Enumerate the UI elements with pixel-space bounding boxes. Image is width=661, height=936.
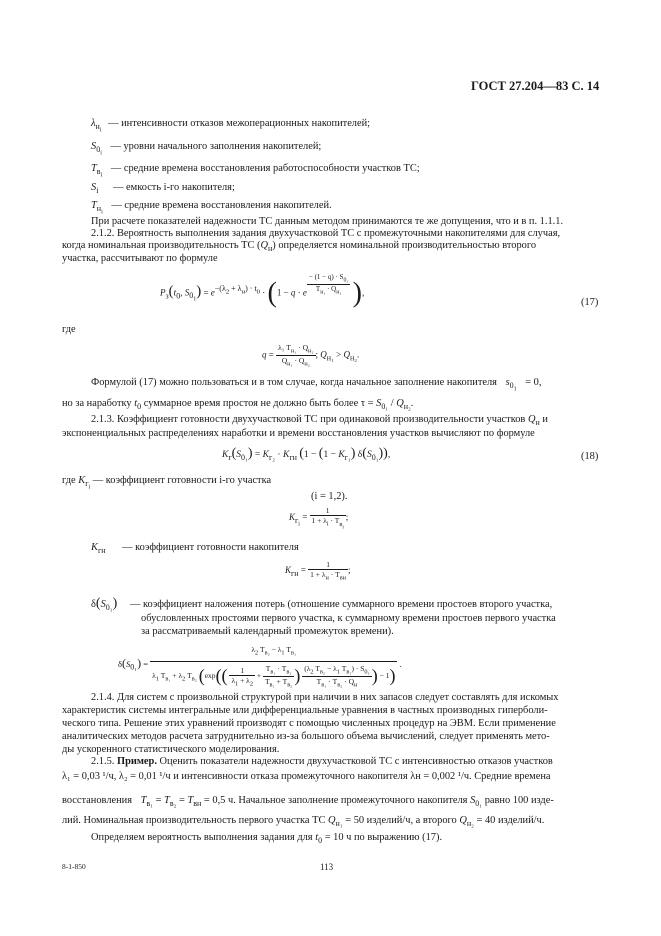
def-si: $S_i$ — емкость i-го накопителя; <box>91 182 235 196</box>
kgn-definition: $K_{гн}$ — коэффициент готовности накопителя <box>91 542 299 556</box>
def-tn: $T_{н_i}$ — средние времена восстановления накопителей. <box>91 200 332 216</box>
para-215-line4: лий. Номинальная производительность первого участка ТС $Q_{н_1} = 50$ изделий/ч, а второго $Q_{н_2} = 40$ изделий/ч. <box>62 815 545 829</box>
eq17-number: (17) <box>581 297 599 308</box>
def-tv: $T_{в_i}$ — средние времена восстановления работоспособности участков ТС; <box>91 163 420 179</box>
para-215-line1: 2.1.5. Пример. Оценить показатели надежности двухучастковой ТС с интенсивностью отказов участков <box>91 756 553 767</box>
para-213-line2: экспоненциальных распределениях наработки и времени восстановления участков вычисляют по формуле <box>62 428 535 439</box>
page-header: ГОСТ 27.204—83 С. 14 <box>471 79 600 93</box>
para-212-line1: 2.1.2. Вероятность выполнения задания двухучастковой ТС с промежуточными накопителями для случая, <box>91 228 561 239</box>
where-label: где <box>62 324 76 335</box>
kg-definition: где $K_{г_i}$ — коэффициент готовности i-го участка <box>62 475 272 491</box>
delta-def-line1: — коэффициент наложения потерь (отношение суммарного времени простоев второго участка, <box>130 599 553 610</box>
formula-18: $K_г(S_{0_1}) = K_{г_2} \cdot K_{гн}$ ($1 - (1 - K_{г_1})$ $\delta(S_{0_1})$), <box>222 446 391 462</box>
delta-def-line2: обусловленных простоями первого участка, к суммарному времени простоев первого участка <box>141 613 556 624</box>
formula-q: q = $\frac{\lambda_1 T_{н_1} \cdot Q_{н_2}}{Q_{н_1} \cdot Q_{н_2}}$ ; $Q_{н_1} > Q_{н_2}$. <box>262 343 360 368</box>
formula-17: $P_з(t_0$, $S_{0_1}) = e^{-(\lambda_2 + \lambda_н) \cdot t_0} \cdot (1 - q \cdot e$ $^{\frac{- (1 - q) \cdot S_{0_1}}{T_{н_1} \cdot Q_{н_2}}}$ ), <box>160 273 365 309</box>
para-215-line3: восстановления $T_{в_1} = T_{в_2} = T_{вн} = 0,5$ ч. Начальное заполнение промежуточного накопителя $S_{0_1}$ равно 100 изде- <box>62 795 554 809</box>
page-number: 113 <box>320 862 334 872</box>
para-214: 2.1.4. Для систем с произвольной структурой при наличии в них запасов следует составлять для искомых характеристик системы интегральные или дифференциальные уравнения в частных производных гиперболи- ческого типа. Решение этих уравнений производят с помощью численных процедур на ЭВМ. Если применение аналитических методов расчета затруднительно из-за большого объема вычислений, следует применять мето- ды ускоренного статистического моделирования. <box>62 692 559 755</box>
para-formula17-line2: но за наработку $t_0$ суммарное время простоя не должно быть более $\tau = S_{0_1} / Q_{н_2}$. <box>62 398 414 412</box>
def-lambda-n: $\lambda_{н_i}$ — интенсивности отказов межоперационных накопителей; <box>91 118 371 134</box>
delta-symbol: $\delta(S_{0_1})$ <box>91 596 118 613</box>
footer-code: 8-1-850 <box>62 862 86 871</box>
eq18-number: (18) <box>581 451 599 462</box>
formula-delta: $\delta(S_{0_1})$ = $\lambda_2$ $T_{в_2} - \lambda_1$ $T_{в_1}$ $\lambda_1$ $T_{в_1} + \lambda_2$ $T_{в_2}$ (exp(( $\frac{1}{\lambda_1 + \lambda_2}$ + $\frac{T_{в_1} \cdot T_{в_2}}{T_{в_1} + T_{в_2}}$ ) $\frac{(\lambda_2 T_{в_2} - \lambda_1 T_{в_1}) \cdot S_{0_1}}{T_{в_1} \cdot T_{в_2} \cdot Q_н}$ ) − 1) . <box>118 641 402 689</box>
para-215-line2: λ₁ = 0,03 ¹/ч, λ₂ = 0,01 ¹/ч и интенсивности отказа промежуточного накопителя λн = 0,002 ¹/ч. Средние времена <box>62 771 551 782</box>
formula-kgi: $K_{г_i}$ = $\frac{1}{1 + \lambda_i \cdot T_{в_i}}$ ; <box>289 506 349 530</box>
para-assumption: При расчете показателей надежности ТС данным методом принимаются те же допущения, что и в п. 1.1.1. <box>91 216 564 227</box>
i-range: (i = 1,2). <box>311 491 348 502</box>
def-s0: $S_{0_i}$ — уровни начального заполнения накопителей; <box>91 141 322 157</box>
para-formula17-line1: Формулой (17) можно пользоваться и в том случае, когда начальное заполнение накопителя $s_{0_1} = 0$, <box>91 377 542 393</box>
para-212-line2: когда номинальная производительность ТС $(Q_н)$ определяется номинальной производительностью второго <box>62 240 537 254</box>
delta-def-line3: за рассматриваемый календарный промежуток времени). <box>141 626 394 637</box>
para-212-line3: участка, рассчитывают по формуле <box>62 253 218 264</box>
para-215-line5: Определяем вероятность выполнения задания для $t_0 = 10$ ч по выражению (17). <box>91 832 443 846</box>
formula-kgn: $K_{гн}$ = $\frac{1}{1 + \lambda_н \cdot T_{вн}}$ ; <box>285 560 351 582</box>
para-213-line1: 2.1.3. Коэффициент готовности двухучастковой ТС при одинаковой производительности участков $Q_н$ и <box>91 414 548 428</box>
